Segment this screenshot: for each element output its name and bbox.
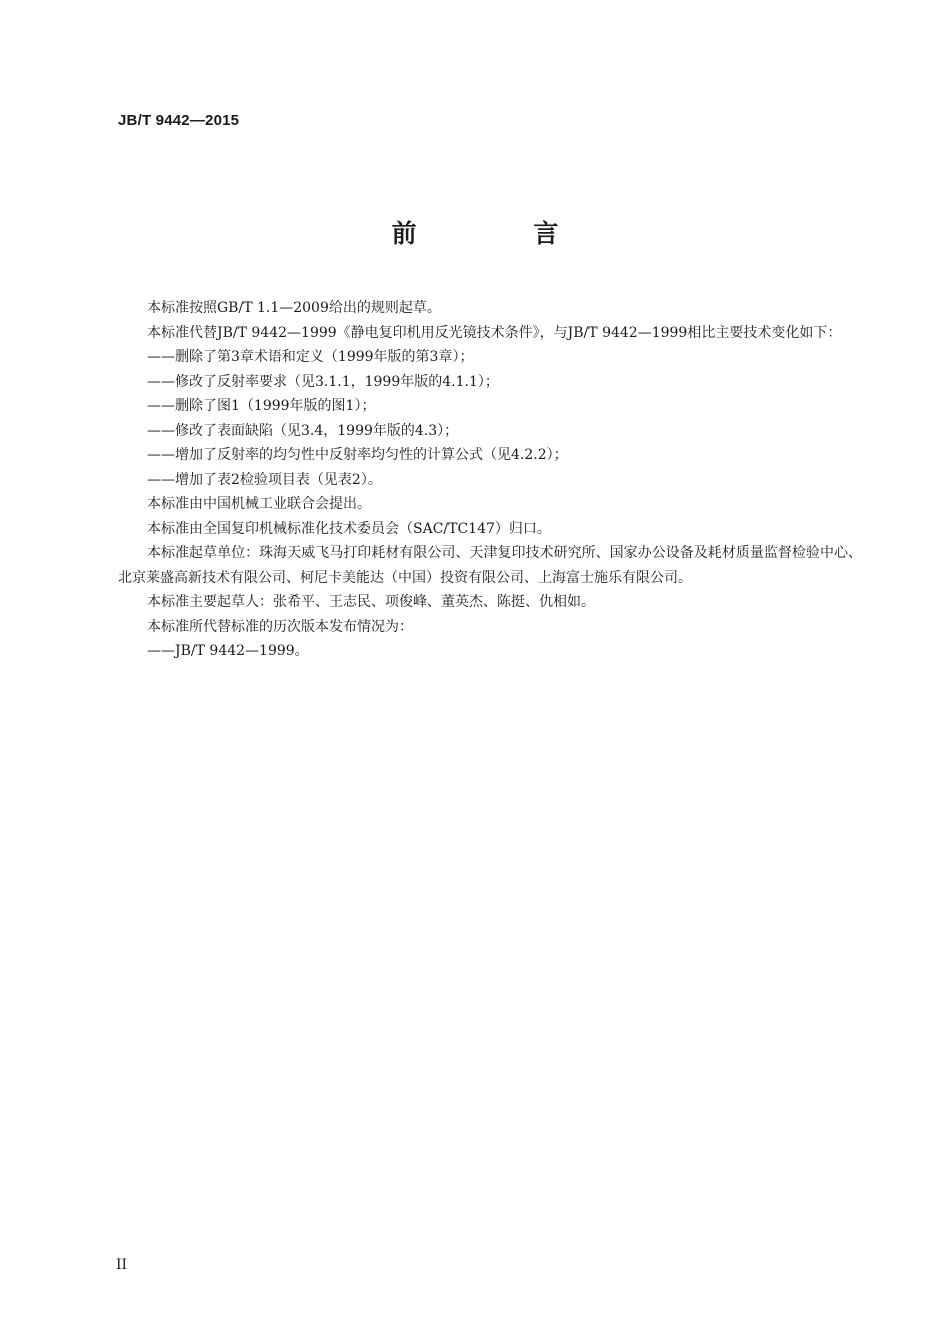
foreword-body (118, 296, 862, 664)
paragraph-proposed-by: 本标准由中国机械工业联合会提出。 (147, 496, 371, 512)
document-number: JB/T 9442—2015 (118, 112, 240, 129)
paragraph-under-jurisdiction: 本标准由全国复印机械标准化技术委员会（SAC/TC147）归口。 (147, 520, 551, 537)
paragraph-drafters: 本标准主要起草人：张希平、王志民、项俊峰、董英杰、陈挺、仇相如。 (147, 594, 595, 610)
page-number: II (116, 1257, 128, 1273)
change-item: ——修改了表面缺陷（见3.4，1999年版的4.3）； (147, 422, 459, 439)
paragraph-drafting-rules: 本标准按照GB/T 1.1—2009给出的规则起草。 (147, 300, 441, 316)
change-item: ——增加了反射率的均匀性中反射率均匀性的计算公式（见4.2.2）； (147, 447, 568, 463)
paragraph-replaces: 本标准代替JB/T 9442—1999《静电复印机用反光镜技术条件》，与JB/T 9442—1999相比主要技术变化如下： (147, 324, 842, 341)
page-title: 前 言 (391, 219, 613, 248)
change-item: ——修改了反射率要求（见3.1.1，1999年版的4.1.1）； (147, 373, 499, 390)
paragraph-history: 本标准所代替标准的历次版本发布情况为： (147, 618, 413, 635)
paragraph-drafting-units: 本标准起草单位：珠海天威飞马打印耗材有限公司、天津复印技术研究所、国家办公设备及耗材质量监督检验中心、北京莱盛高新技术有限公司、柯尼卡美能达（中国）投资有限公司、上海富士施乐有限公司。 (118, 545, 862, 586)
change-item: ——增加了表2检验项目表（见表2）。 (147, 471, 382, 488)
change-item: ——删除了第3章术语和定义（1999年版的第3章）； (147, 349, 474, 365)
change-item: ——删除了图1（1999年版的图1）； (147, 398, 376, 414)
history-item: ——JB/T 9442—1999。 (147, 643, 309, 659)
